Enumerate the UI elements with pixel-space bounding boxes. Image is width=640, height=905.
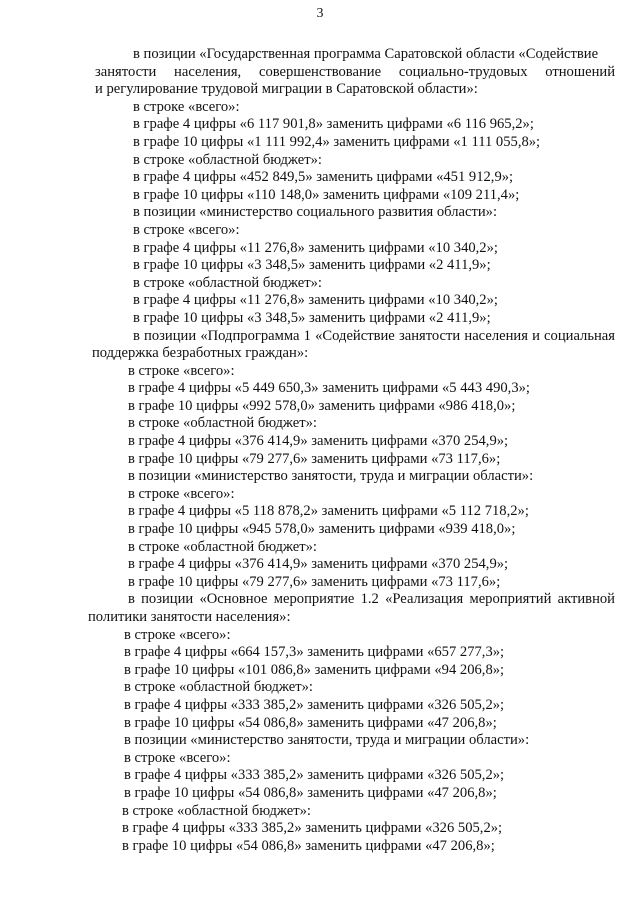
text-line: в графе 4 цифры «664 157,3» заменить цифрами «657 277,3»; — [124, 644, 505, 661]
text-line: поддержка безработных граждан»: — [92, 345, 309, 362]
text-line: в строке «областной бюджет»: — [128, 415, 317, 432]
text-line: в строке «всего»: — [128, 362, 235, 379]
text-line: в графе 4 цифры «5 449 650,3» заменить цифрами «5 443 490,3»; — [128, 380, 530, 397]
text-line: в позиции «Основное мероприятие 1.2 «Реализация мероприятий активной — [128, 591, 615, 608]
text-line: в позиции «Государственная программа Саратовской области «Содействие — [133, 46, 599, 62]
text-line: в графе 4 цифры «376 414,9» заменить цифрами «370 254,9»; — [128, 556, 509, 573]
text-line: в строке «всего»: — [124, 749, 231, 766]
text-line: в строке «областной бюджет»: — [133, 151, 322, 168]
text-line: в графе 10 цифры «945 578,0» заменить цифрами «939 418,0»; — [128, 521, 516, 538]
text-line: в графе 10 цифры «79 277,6» заменить цифрами «73 117,6»; — [128, 450, 501, 467]
text-line: в графе 10 цифры «110 148,0» заменить цифрами «109 211,4»; — [133, 186, 520, 203]
text-line: политики занятости населения»: — [88, 609, 291, 625]
text-line: в позиции «министерство занятости, труда и миграции области»: — [124, 732, 530, 749]
text-line: в графе 10 цифры «54 086,8» заменить цифрами «47 206,8»; — [124, 784, 497, 801]
text-line: занятости населения, совершенствование социально-трудовых отношений — [95, 63, 615, 80]
text-line: в строке «областной бюджет»: — [133, 274, 322, 291]
page-number: 3 — [316, 6, 324, 21]
text-line: в графе 4 цифры «11 276,8» заменить цифрами «10 340,2»; — [133, 292, 498, 309]
text-line: в графе 4 цифры «333 385,2» заменить цифрами «326 505,2»; — [124, 767, 505, 784]
text-line: в графе 4 цифры «6 117 901,8» заменить цифрами «6 116 965,2»; — [133, 116, 534, 133]
text-line: в строке «всего»: — [133, 221, 240, 238]
text-line: в графе 10 цифры «992 578,0» заменить цифрами «986 418,0»; — [128, 397, 516, 414]
text-line: в позиции «Подпрограмма 1 «Содействие занятости населения и социальная — [133, 327, 615, 344]
text-line: в графе 4 цифры «5 118 878,2» заменить цифрами «5 112 718,2»; — [128, 503, 529, 520]
text-line: в строке «всего»: — [124, 626, 231, 643]
text-line: в строке «областной бюджет»: — [128, 538, 317, 555]
text-line: в графе 4 цифры «376 414,9» заменить цифрами «370 254,9»; — [128, 433, 509, 450]
text-line: в графе 4 цифры «11 276,8» заменить цифрами «10 340,2»; — [133, 239, 498, 256]
text-line: в строке «всего»: — [128, 485, 235, 502]
text-line: в графе 10 цифры «101 086,8» заменить цифрами «94 206,8»; — [124, 661, 505, 678]
text-line: в графе 10 цифры «54 086,8» заменить цифрами «47 206,8»; — [122, 837, 495, 854]
text-line: в графе 10 цифры «3 348,5» заменить цифрами «2 411,9»; — [133, 257, 491, 274]
text-line: в графе 10 цифры «1 111 992,4» заменить цифрами «1 111 055,8»; — [133, 133, 541, 150]
text-line: в графе 10 цифры «3 348,5» заменить цифрами «2 411,9»; — [133, 309, 491, 326]
text-line: в позиции «министерство занятости, труда и миграции области»: — [128, 468, 534, 485]
text-line: в строке «всего»: — [133, 98, 240, 115]
document-body — [0, 46, 640, 855]
text-line: в графе 4 цифры «452 849,5» заменить цифрами «451 912,9»; — [133, 169, 514, 186]
text-line: в позиции «министерство социального развития области»: — [133, 204, 498, 221]
text-line: в графе 4 цифры «333 385,2» заменить цифрами «326 505,2»; — [122, 820, 503, 837]
text-line: в строке «областной бюджет»: — [122, 802, 311, 819]
text-line: в графе 4 цифры «333 385,2» заменить цифрами «326 505,2»; — [124, 696, 505, 713]
text-line: в строке «областной бюджет»: — [124, 679, 313, 696]
text-line: в графе 10 цифры «54 086,8» заменить цифрами «47 206,8»; — [124, 714, 497, 731]
text-line: в графе 10 цифры «79 277,6» заменить цифрами «73 117,6»; — [128, 573, 501, 590]
text-line: и регулирование трудовой миграции в Саратовской области»: — [95, 81, 478, 98]
